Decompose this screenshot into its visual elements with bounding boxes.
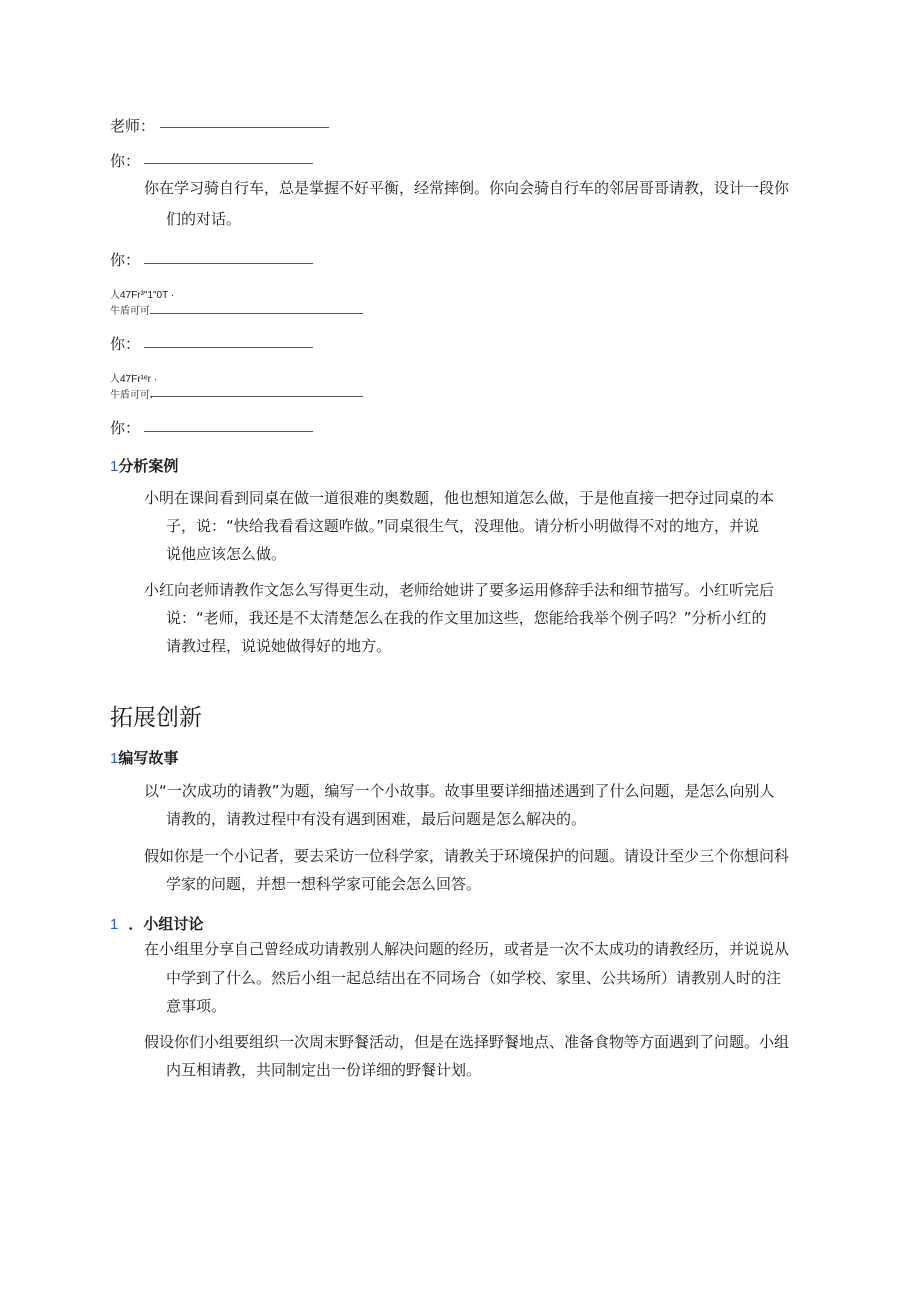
case2-line-3: 请教过程，说说她做得好的地方。 <box>166 637 392 655</box>
analysis-title: 分析案例 <box>118 457 179 475</box>
you-answer-blank[interactable] <box>144 163 313 164</box>
analysis-heading <box>110 455 178 476</box>
small-label-line-1: 人47Fr³"1"0T · <box>110 290 175 301</box>
discussion-task2-line-1: 假设你们小组要组织一次周末野餐活动，但是在选择野餐地点、准备食物等方面遇到了问题。小组 <box>144 1033 790 1051</box>
you-answer-blank[interactable] <box>144 431 313 432</box>
story-task2-line-1: 假如你是一个小记者，要去采访一位科学家，请教关于环境保护的问题。请设计至少三个你想问科 <box>144 847 790 865</box>
scenario-line-2: 们的对话。 <box>166 210 242 228</box>
case2-line-2: 说：“老师，我还是不太清楚怎么在我的作文里加这些，您能给我举个例子吗？”分析小红的 <box>166 609 767 627</box>
case1-line-2: 子，说：“快给我看看这题咋做。”同桌很生气，没理他。请分析小明做得不对的地方，并说 <box>166 517 760 535</box>
case1-line-3: 说他应该怎么做。 <box>166 545 287 563</box>
story-task1-line-1: 以“一次成功的请教”为题，编写一个小故事。故事里要详细描述遇到了什么问题，是怎么向别人 <box>144 782 775 800</box>
story-task1-line-2: 请教的，请教过程中有没有遇到困难，最后问题是怎么解决的。 <box>166 810 587 828</box>
small-label-line-2: 牛盾可可. <box>110 390 153 401</box>
you-answer-blank[interactable] <box>144 347 313 348</box>
you-label: 你： <box>110 251 141 269</box>
discussion-title: ．小组讨论 <box>128 915 204 933</box>
story-heading <box>110 747 178 768</box>
you-label: 你： <box>110 335 141 353</box>
small-label-line-2: 牛盾可可. <box>110 306 153 317</box>
discussion-task1-line-3: 意事项。 <box>166 997 227 1015</box>
story-title: 编写故事 <box>118 749 179 767</box>
neighbor-answer-blank[interactable] <box>150 396 363 397</box>
analysis-number: 1 <box>110 458 119 475</box>
neighbor-answer-blank[interactable] <box>150 313 363 314</box>
discussion-number: 1 <box>110 916 119 933</box>
you-label: 你： <box>110 152 141 170</box>
you-answer-blank[interactable] <box>144 263 313 264</box>
discussion-task2-line-2: 内互相请教，共同制定出一份详细的野餐计划。 <box>166 1061 482 1079</box>
story-task2-line-2: 学家的问题，并想一想科学家可能会怎么回答。 <box>166 875 482 893</box>
section-title: 拓展创新 <box>110 705 202 731</box>
scenario-line-1: 你在学习骑自行车，总是掌握不好平衡，经常摔倒。你向会骑自行车的邻居哥哥请教，设计一段你 <box>144 179 790 197</box>
case1-line-1: 小明在课间看到同桌在做一道很难的奥数题，他也想知道怎么做，于是他直接一把夺过同桌的本 <box>144 489 775 507</box>
small-label-line-1: 人47Fr¹ᵉr · <box>110 374 158 385</box>
discussion-task1-line-2: 中学到了什么。然后小组一起总结出在不同场合（如学校、家里、公共场所）请教别人时的注 <box>166 969 782 987</box>
discussion-task1-line-1: 在小组里分享自己曾经成功请教别人解决问题的经历，或者是一次不太成功的请教经历，并说说从 <box>144 940 790 958</box>
case2-line-1: 小红向老师请教作文怎么写得更生动，老师给她讲了要多运用修辞手法和细节描写。小红听完后 <box>144 581 775 599</box>
discussion-heading <box>110 913 203 934</box>
story-number: 1 <box>110 750 119 767</box>
teacher-answer-blank[interactable] <box>160 127 329 128</box>
you-label: 你： <box>110 419 141 437</box>
teacher-label: 老师： <box>110 117 156 135</box>
